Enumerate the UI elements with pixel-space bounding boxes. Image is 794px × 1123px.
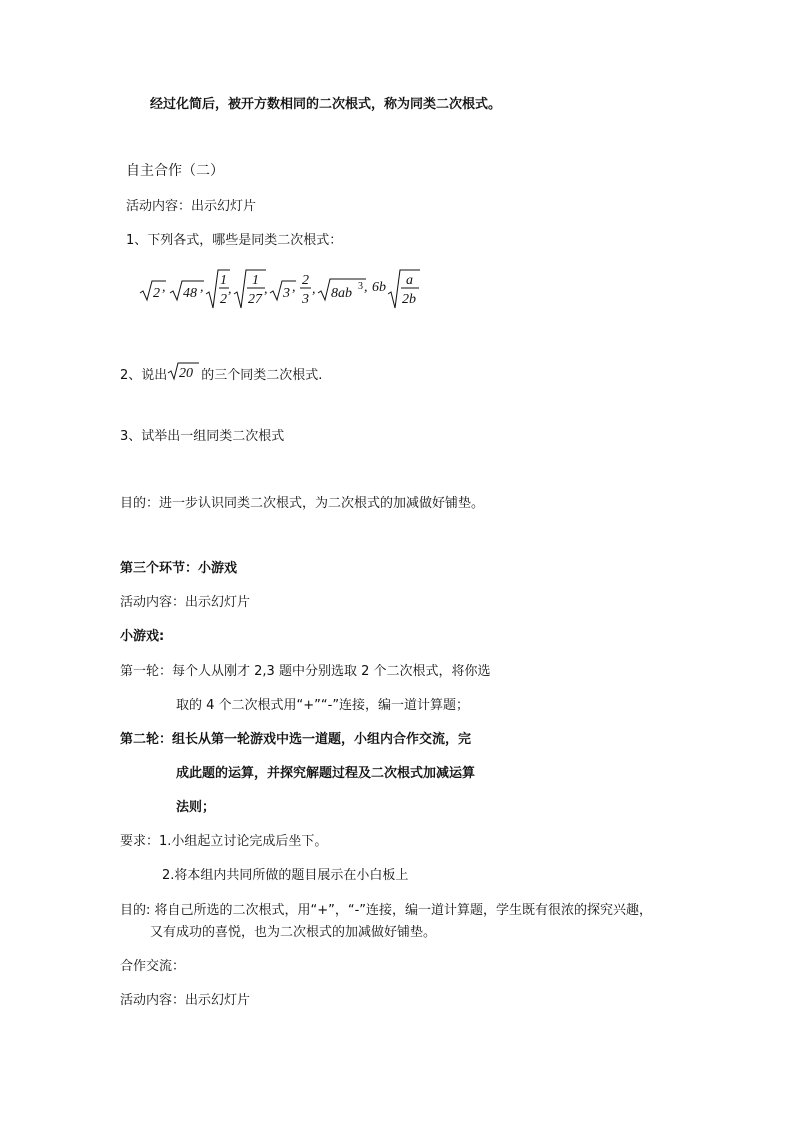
question-2 — [120, 362, 322, 385]
requirement-2: 2.将本组内共同所做的题目展示在小白板上 — [162, 868, 409, 883]
question-2-prefix: 2、说出 — [120, 368, 168, 383]
svg-text:48: 48 — [183, 286, 197, 301]
svg-text:27: 27 — [248, 292, 262, 307]
sqrt-8ab-cubed — [318, 276, 370, 304]
sqrt-a-over-2b — [388, 268, 422, 312]
sqrt-3 — [270, 278, 300, 304]
svg-text:1: 1 — [252, 273, 259, 288]
sqrt-2 — [140, 278, 170, 304]
round-1-line-2: 取的 4 个二次根式用“+”“-”连接，编一道计算题； — [176, 698, 470, 713]
sqrt-one-over-27 — [234, 268, 268, 312]
coefficient-6b: 6b — [372, 280, 386, 295]
round-2-line-3: 法则； — [176, 800, 216, 815]
svg-text:1: 1 — [220, 273, 227, 288]
question-3: 3、试举出一组同类二次根式 — [120, 429, 285, 444]
round-1-line-1: 第一轮：每个人从刚才 2,3 题中分别选取 2 个二次根式，将你选 — [120, 664, 491, 679]
activity-content-3: 活动内容：出示幻灯片 — [120, 993, 251, 1008]
question-1: 1、下列各式，哪些是同类二次根式： — [126, 233, 343, 248]
purpose-2-line-2: 又有成功的喜悦，也为二次根式的加减做好铺垫。 — [150, 925, 437, 940]
svg-text:2b: 2b — [402, 292, 416, 307]
question-2-suffix: 的三个同类二次根式. — [201, 368, 323, 383]
svg-text:3: 3 — [358, 281, 363, 292]
section-3-title: 第三个环节：小游戏 — [120, 561, 238, 576]
svg-text:a: a — [406, 273, 413, 288]
svg-text:3: 3 — [283, 286, 290, 301]
svg-text:2: 2 — [153, 286, 160, 301]
svg-text:3: 3 — [302, 292, 309, 307]
purpose-1: 目的：进一步认识同类二次根式，为二次根式的加减做好铺垫。 — [120, 496, 485, 511]
activity-content-2: 活动内容：出示幻灯片 — [120, 595, 251, 610]
round-2-line-1: 第二轮：组长从第一轮游戏中选一道题，小组内合作交流，完 — [120, 732, 472, 747]
activity-content-1: 活动内容：出示幻灯片 — [126, 199, 257, 214]
section-title-coop2: 自主合作（二） — [126, 163, 224, 179]
radical-expression-list: 2 , 48 , 1 2 , 1 27 , 3 , 2 3 , 8ab 3 , 6b a 2b — [140, 268, 560, 314]
definition-text: 经过化简后，被开方数相同的二次根式，称为同类二次根式。 — [150, 97, 502, 112]
requirement-1: 要求：1.小组起立讨论完成后坐下。 — [120, 834, 328, 849]
purpose-2-line-1: 目的: 将自己所选的二次根式，用“+”，“-”连接，编一道计算题，学生既有很浓的探究兴趣， — [120, 903, 653, 918]
sqrt-20 — [168, 362, 200, 382]
game-title: 小游戏: — [120, 629, 165, 644]
round-2-line-2: 成此题的运算，并探究解题过程及二次根式加减运算 — [176, 766, 476, 781]
svg-text:8ab: 8ab — [331, 286, 352, 301]
cooperation-exchange: 合作交流： — [120, 959, 186, 974]
svg-text:20: 20 — [179, 366, 194, 381]
svg-text:2: 2 — [220, 292, 227, 307]
svg-text:2: 2 — [302, 273, 309, 288]
